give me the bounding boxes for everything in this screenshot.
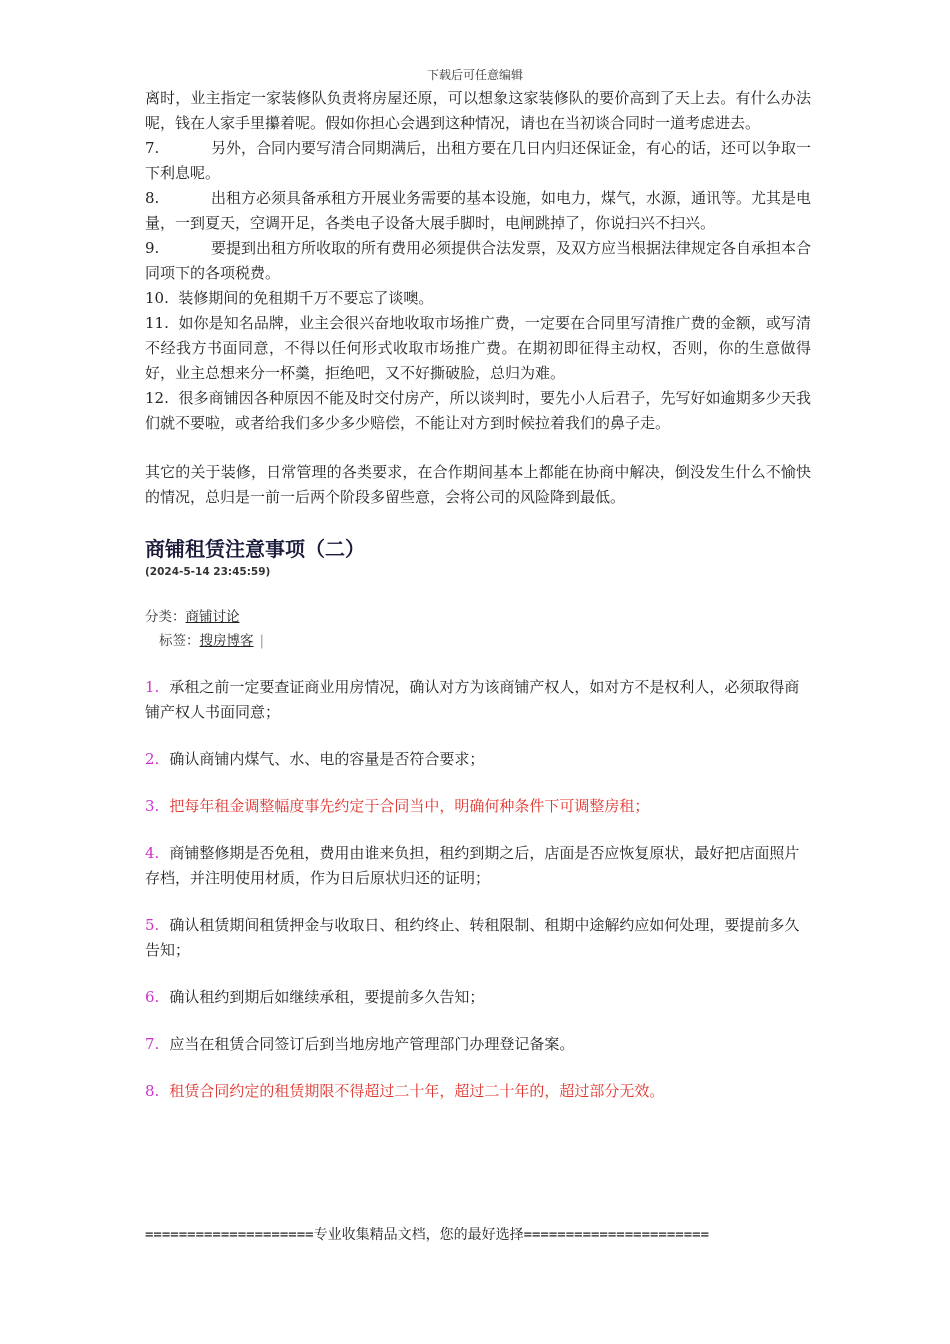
paragraph-9 (145, 236, 811, 286)
page-header: 下载后可任意编辑 (426, 68, 523, 82)
paragraph-text: 要提到出租方所收取的所有费用必须提供合法发票，及双方应当根据法律规定各自承担本合同项下的各项税费。 (145, 239, 812, 282)
item-number: 3. (145, 797, 160, 815)
paragraph-number: 9. (145, 239, 160, 257)
item-number: 4. (145, 844, 160, 862)
item-text: 租赁合同约定的租赁期限不得超过二十年，超过二十年的，超过部分无效。 (169, 1082, 665, 1100)
page-footer: ====================专业收集精品文档，您的最好选择====================== (145, 1227, 710, 1243)
summary-paragraph: 其它的关于装修，日常管理的各类要求，在合作期间基本上都能在协商中解决，倒没发生什么不愉快的情况，总归是一前一后两个阶段多留些意，会将公司的风险降到最低。 (145, 463, 811, 506)
paragraph-continued: 离时，业主指定一家装修队负责将房屋还原，可以想象这家装修队的要价高到了天上去。有什么办法呢，钱在人家手里攥着呢。假如你担心会遇到这种情况，请也在当初谈合同时一道考虑进去。 (145, 89, 811, 132)
item-number: 2. (145, 750, 160, 768)
item-text: 确认租赁期间租赁押金与收取日、租约终止、转租限制、租期中途解约应如何处理，要提前多久告知； (145, 916, 800, 959)
list-item-1 (145, 675, 811, 725)
paragraph-number: 7. (145, 139, 160, 157)
category-link[interactable]: 商铺讨论 (185, 609, 240, 625)
category-row (145, 605, 811, 629)
paragraph-text: 很多商铺因各种原因不能及时交付房产，所以谈判时，要先小人后君子，先写好如逾期多少天我们就不要啦，或者给我们多少多少赔偿，不能让对方到时候拉着我们的鼻子走。 (145, 389, 811, 432)
paragraph-text: 出租方必须具备承租方开展业务需要的基本设施，如电力，煤气，水源，通讯等。尤其是电量，一到夏天，空调开足，各类电子设备大展手脚时，电闸跳掉了，你说扫兴不扫兴。 (145, 189, 812, 232)
article-date: (2024-5-14 23:45:59) (145, 566, 271, 578)
category-label: 分类： (145, 609, 186, 625)
tag-separator: | (259, 633, 265, 649)
article-title: 商铺租赁注意事项（二） (145, 537, 365, 561)
paragraph-11 (145, 311, 811, 386)
paragraph-text: 装修期间的免租期千万不要忘了谈噢。 (178, 289, 434, 307)
item-text: 确认商铺内煤气、水、电的容量是否符合要求； (169, 750, 485, 768)
item-number: 5. (145, 916, 160, 934)
paragraph-12 (145, 386, 811, 436)
list-item-4 (145, 841, 811, 891)
item-text: 应当在租赁合同签订后到当地房地产管理部门办理登记备案。 (169, 1035, 575, 1053)
item-number: 7. (145, 1035, 160, 1053)
item-text: 商铺整修期是否免租，费用由谁来负担，租约到期之后，店面是否应恢复原状，最好把店面照片存档，并注明使用材质，作为日后原状归还的证明； (145, 844, 800, 887)
paragraph-number: 10. (145, 289, 169, 307)
tag-label: 标签： (159, 633, 200, 649)
paragraph-10 (145, 286, 811, 311)
tag-row (145, 629, 811, 653)
paragraph-8 (145, 186, 811, 236)
list-item-2 (145, 747, 811, 772)
paragraph-number: 8. (145, 189, 160, 207)
paragraph-text: 如你是知名品牌，业主会很兴奋地收取市场推广费，一定要在合同里写清推广费的金额，或写清不经我方书面同意，不得以任何形式收取市场推广费。在期初即征得主动权，否则，你的生意做得好，业主总想来分一杯羹，拒绝吧，又不好撕破脸，总归为难。 (145, 314, 811, 382)
list-item-7 (145, 1032, 811, 1057)
list-item-3 (145, 794, 811, 819)
paragraph-number: 12. (145, 389, 169, 407)
list-item-8 (145, 1079, 811, 1104)
item-number: 8. (145, 1082, 160, 1100)
item-number: 6. (145, 988, 160, 1006)
list-item-5 (145, 913, 811, 963)
list-item-6 (145, 985, 811, 1010)
item-text: 确认租约到期后如继续承租，要提前多久告知； (169, 988, 485, 1006)
item-number: 1. (145, 678, 160, 696)
document-body (145, 86, 811, 1104)
paragraph-text: 另外，合同内要写清合同期满后，出租方要在几日内归还保证金，有心的话，还可以争取一下利息呢。 (145, 139, 812, 182)
paragraph-number: 11. (145, 314, 169, 332)
paragraph-7 (145, 136, 811, 186)
item-text: 承租之前一定要查证商业用房情况，确认对方为该商铺产权人，如对方不是权利人，必须取得商铺产权人书面同意； (145, 678, 800, 721)
item-text: 把每年租金调整幅度事先约定于合同当中，明确何种条件下可调整房租； (169, 797, 650, 815)
tag-link[interactable]: 搜房博客 (199, 633, 254, 649)
